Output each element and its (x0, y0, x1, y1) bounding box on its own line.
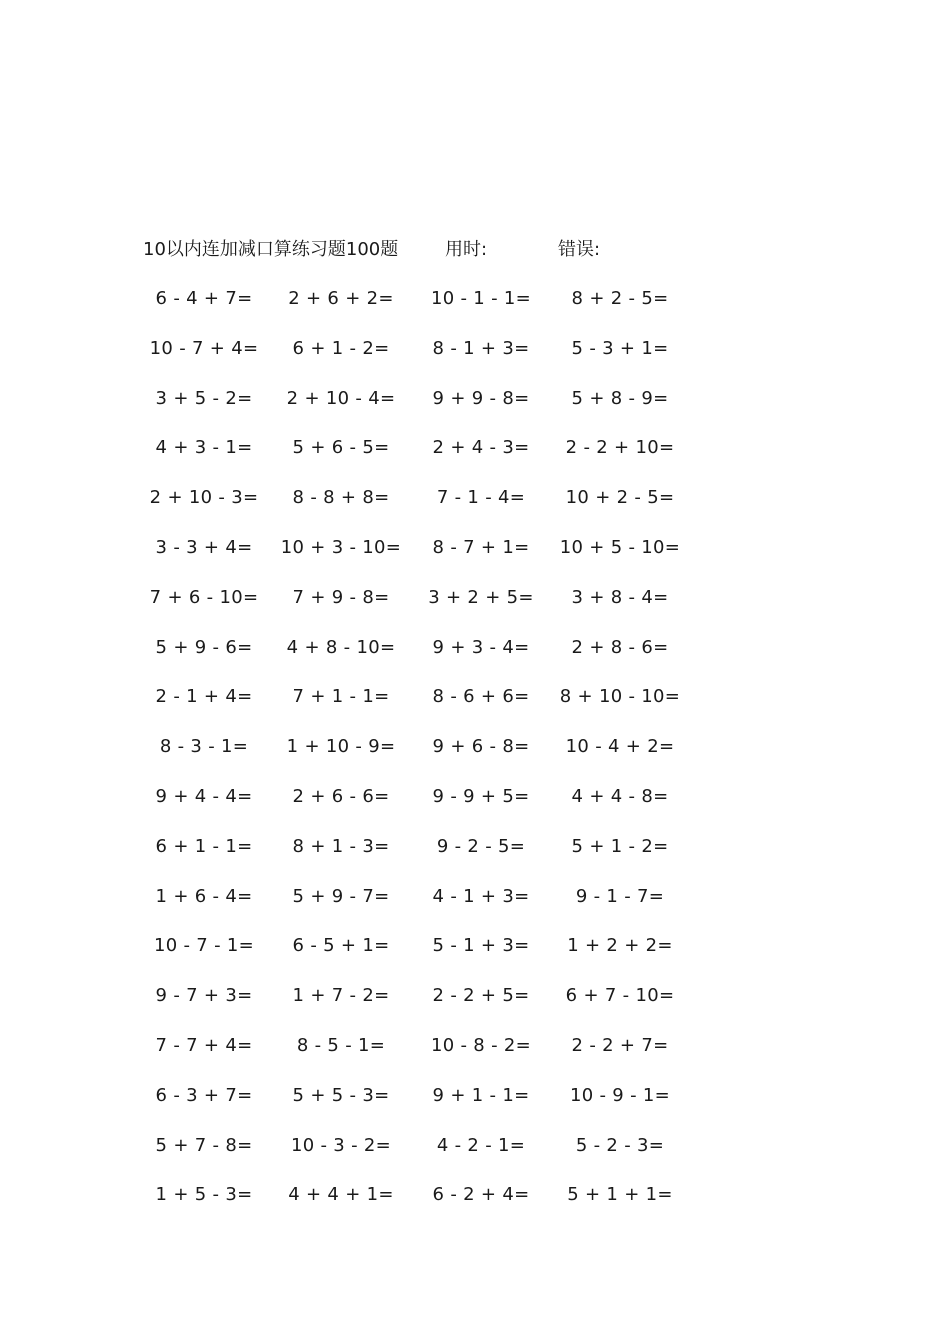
arithmetic-problem: 5 + 8 - 9= (571, 387, 669, 409)
arithmetic-problem: 10 - 8 - 2= (430, 1034, 532, 1056)
arithmetic-problem: 4 + 3 - 1= (155, 437, 253, 459)
arithmetic-problem: 7 + 1 - 1= (292, 686, 390, 708)
arithmetic-problem: 8 - 1 + 3= (432, 337, 530, 359)
arithmetic-problem: 3 + 2 + 5= (428, 586, 534, 608)
arithmetic-problem: 5 + 9 - 7= (292, 885, 390, 907)
problem-row (0, 1133, 950, 1183)
arithmetic-problem: 10 - 1 - 1= (430, 288, 532, 309)
arithmetic-problem: 5 - 3 + 1= (571, 337, 669, 359)
arithmetic-problem: 10 - 4 + 2= (565, 736, 675, 758)
arithmetic-problem: 3 - 3 + 4= (155, 536, 253, 558)
arithmetic-problem: 9 + 4 - 4= (155, 785, 253, 807)
problem-row (0, 585, 950, 635)
problem-row (0, 435, 950, 485)
arithmetic-problem: 6 - 5 + 1= (292, 935, 390, 957)
arithmetic-problem: 2 - 2 + 5= (432, 985, 530, 1007)
arithmetic-problem: 9 - 1 - 7= (575, 885, 665, 907)
arithmetic-problem: 8 - 5 - 1= (296, 1034, 386, 1056)
problem-row (0, 784, 950, 834)
arithmetic-problem: 6 + 1 - 2= (292, 337, 390, 359)
time-used-label: 用时: (445, 239, 488, 260)
arithmetic-problem: 4 + 4 - 8= (571, 785, 669, 807)
arithmetic-problem: 5 + 5 - 3= (292, 1084, 390, 1106)
problem-row (0, 1182, 950, 1232)
arithmetic-problem: 7 - 7 + 4= (155, 1034, 253, 1056)
arithmetic-problem: 3 + 8 - 4= (571, 586, 669, 608)
problem-row (0, 635, 950, 685)
problem-row (0, 286, 950, 336)
arithmetic-problem: 7 - 1 - 4= (436, 487, 526, 509)
arithmetic-problem: 6 + 7 - 10= (565, 985, 675, 1007)
arithmetic-problem: 1 + 7 - 2= (292, 985, 390, 1007)
arithmetic-problem: 5 + 1 + 1= (567, 1184, 673, 1206)
arithmetic-problem: 7 + 6 - 10= (149, 586, 259, 608)
arithmetic-problem: 10 - 7 - 1= (153, 935, 255, 957)
arithmetic-problem: 2 + 10 - 3= (149, 487, 259, 509)
problem-row (0, 386, 950, 436)
problem-row (0, 933, 950, 983)
arithmetic-problem: 5 - 1 + 3= (432, 935, 530, 957)
arithmetic-problem: 2 + 4 - 3= (432, 437, 530, 459)
arithmetic-problem: 8 - 7 + 1= (432, 536, 530, 558)
arithmetic-problem: 10 - 9 - 1= (569, 1084, 671, 1106)
problem-row (0, 535, 950, 585)
arithmetic-problem: 9 - 2 - 5= (436, 835, 526, 857)
problem-row (0, 983, 950, 1033)
arithmetic-problem: 2 - 2 + 10= (565, 437, 675, 459)
arithmetic-problem: 2 + 6 - 6= (292, 785, 390, 807)
arithmetic-problem: 1 + 2 + 2= (567, 935, 673, 957)
arithmetic-problem: 8 + 2 - 5= (571, 288, 669, 309)
arithmetic-problem: 8 + 10 - 10= (559, 686, 681, 708)
arithmetic-problem: 5 + 6 - 5= (292, 437, 390, 459)
arithmetic-problem: 9 + 1 - 1= (432, 1084, 530, 1106)
arithmetic-problem: 10 + 5 - 10= (559, 536, 681, 558)
arithmetic-problem: 3 + 5 - 2= (155, 387, 253, 409)
arithmetic-problem: 6 + 1 - 1= (155, 835, 253, 857)
arithmetic-problem: 8 - 3 - 1= (159, 736, 249, 758)
arithmetic-problem: 9 + 6 - 8= (432, 736, 530, 758)
arithmetic-problem: 2 + 10 - 4= (286, 387, 396, 409)
problem-grid (0, 286, 950, 1232)
arithmetic-problem: 2 + 6 + 2= (288, 288, 394, 309)
arithmetic-problem: 10 - 3 - 2= (290, 1134, 392, 1156)
arithmetic-problem: 9 + 9 - 8= (432, 387, 530, 409)
arithmetic-problem: 8 - 8 + 8= (292, 487, 390, 509)
arithmetic-problem: 10 - 7 + 4= (149, 337, 259, 359)
arithmetic-problem: 8 - 6 + 6= (432, 686, 530, 708)
problem-row (0, 1033, 950, 1083)
arithmetic-problem: 5 + 1 - 2= (571, 835, 669, 857)
arithmetic-problem: 6 - 4 + 7= (155, 288, 253, 309)
problem-row (0, 485, 950, 535)
worksheet-header (143, 237, 743, 263)
arithmetic-problem: 6 - 2 + 4= (432, 1184, 530, 1206)
arithmetic-problem: 1 + 6 - 4= (155, 885, 253, 907)
arithmetic-problem: 1 + 10 - 9= (286, 736, 396, 758)
arithmetic-problem: 10 + 3 - 10= (280, 536, 402, 558)
arithmetic-problem: 10 + 2 - 5= (565, 487, 675, 509)
arithmetic-problem: 2 - 2 + 7= (571, 1034, 669, 1056)
arithmetic-problem: 5 + 7 - 8= (155, 1134, 253, 1156)
problem-row (0, 1083, 950, 1133)
problem-row (0, 834, 950, 884)
arithmetic-problem: 9 - 9 + 5= (432, 785, 530, 807)
arithmetic-problem: 4 + 8 - 10= (286, 636, 396, 658)
problem-row (0, 684, 950, 734)
problem-row (0, 734, 950, 784)
arithmetic-problem: 4 + 4 + 1= (288, 1184, 394, 1206)
arithmetic-problem: 2 - 1 + 4= (155, 686, 253, 708)
arithmetic-problem: 9 + 3 - 4= (432, 636, 530, 658)
arithmetic-problem: 5 + 9 - 6= (155, 636, 253, 658)
problem-row (0, 884, 950, 934)
problem-row (0, 336, 950, 386)
arithmetic-problem: 7 + 9 - 8= (292, 586, 390, 608)
arithmetic-problem: 6 - 3 + 7= (155, 1084, 253, 1106)
arithmetic-problem: 4 - 1 + 3= (432, 885, 530, 907)
arithmetic-problem: 1 + 5 - 3= (155, 1184, 253, 1206)
arithmetic-problem: 9 - 7 + 3= (155, 985, 253, 1007)
arithmetic-problem: 4 - 2 - 1= (436, 1134, 526, 1156)
arithmetic-problem: 2 + 8 - 6= (571, 636, 669, 658)
worksheet-title: 10以内连加减口算练习题100题 (143, 239, 399, 260)
arithmetic-problem: 5 - 2 - 3= (575, 1134, 665, 1156)
error-count-label: 错误: (558, 239, 601, 260)
arithmetic-problem: 8 + 1 - 3= (292, 835, 390, 857)
